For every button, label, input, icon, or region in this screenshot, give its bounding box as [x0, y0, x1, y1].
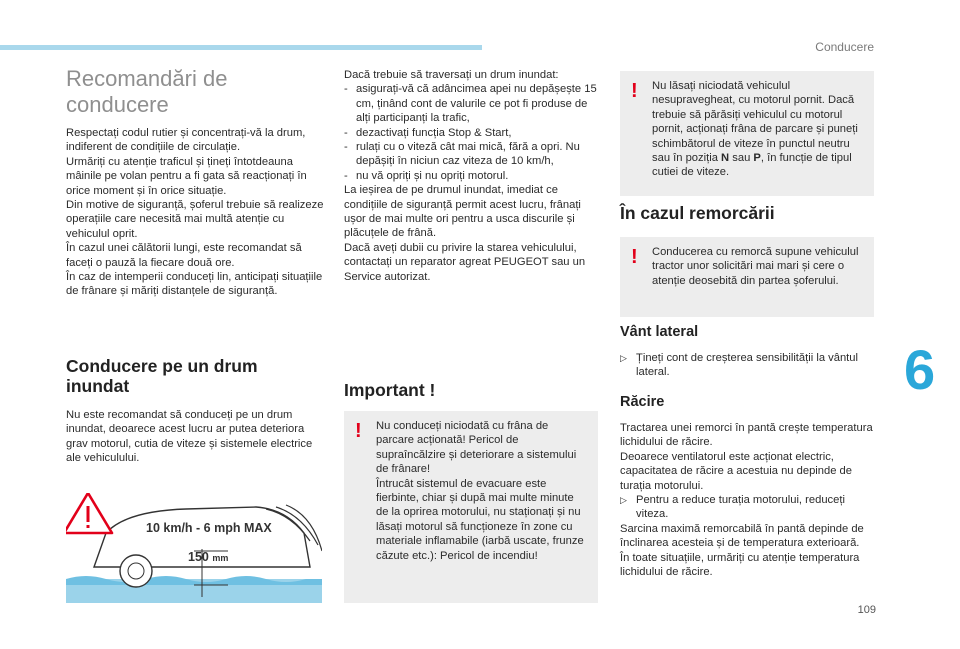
paragraph: La ieșirea de pe drumul inundat, imediat ce condițiile de siguranță permit acest lucru, frânați ușor de mai multe ori pentru a usca discurile și plăcuțele de frână.: [344, 184, 581, 240]
warning-text: Conducerea cu remorcă supune vehiculul tractor unor solicitări mai mari și cere o atenție deosebită din partea șoferului.: [652, 246, 859, 287]
triangle-bullet-icon: ▷: [620, 495, 627, 506]
depth-value: 150: [188, 550, 209, 564]
intro-paragraph: Urmăriți cu atenție traficul și țineți întotdeauna mâinile pe volan pentru a fi gata să reacționați în orice moment și în orice situație.: [66, 155, 307, 197]
exclamation-icon: !: [631, 80, 638, 102]
flood-lead: Dacă trebuie să traversați un drum inundat:: [344, 69, 559, 81]
towing-heading: În cazul remorcării: [620, 203, 775, 223]
intro-paragraph: În cazul unei călătorii lungi, este recomandat să faceți o pauză la fiecare două ore.: [66, 242, 302, 269]
crosswind-section: [620, 323, 874, 380]
important-warning-box: [344, 411, 598, 603]
paragraph: Sarcina maximă remorcabilă în pantă depinde de înclinarea acesteia și de temperatura exterioară.: [620, 522, 864, 550]
list-item: - rulați cu o viteză cât mai mică, fără a opri. Nu depășiți în niciun caz viteza de 10 km/h,: [344, 141, 580, 168]
towing-warning-box: [620, 237, 874, 317]
column-middle: [344, 68, 598, 284]
speed-limit-label: 10 km/h - 6 mph MAX: [146, 521, 272, 535]
exclamation-icon: !: [355, 420, 362, 442]
column-left: [66, 66, 324, 299]
paragraph: Tractarea unei remorci în pantă crește temperatura lichidului de răcire.: [620, 422, 873, 449]
cooling-section: [620, 393, 874, 579]
crosswind-heading: Vânt lateral: [620, 324, 699, 340]
car-in-water-icon: [66, 493, 322, 603]
triangle-bullet-icon: ▷: [620, 353, 627, 363]
list-item: - nu vă opriți și nu opriți motorul.: [344, 169, 509, 182]
list-item: ▷ Pentru a reduce turația motorului, reduceți viteza.: [620, 494, 845, 521]
warning-text: Nu lăsați niciodată vehiculul nesupravegheat, cu motorul pornit. Dacă trebuie să părăsiți vehiculul cu motorul pornit, acționați frâna de parcare și puneți schimbătorul de viteze în punctul neutru sau în poziția N sau P, în funcție de tipul cutiei de viteze.: [652, 80, 858, 179]
paragraph: Dacă aveți dubii cu privire la starea vehiculului, contactați un reparator agreat PEUGEOT sau un Service autorizat.: [344, 241, 586, 283]
exclamation-icon: !: [631, 246, 638, 268]
list-item: - dezactivați funcția Stop & Start,: [344, 126, 512, 139]
warning-text: Nu conduceți niciodată cu frâna de parcare acționată! Pericol de supraîncălzire și deteriorare a sistemului de frânare!: [376, 420, 577, 476]
intro-paragraph: Din motive de siguranță, șoferul trebuie să realizeze operațiile care necesită mai multă atenție cu vehiculul oprit.: [66, 199, 324, 240]
depth-unit: mm: [212, 553, 229, 563]
chapter-number: 6: [904, 338, 936, 401]
flood-paragraph: Nu este recomandat să conduceți pe un drum inundat, deoarece acest lucru ar putea deteriora grav motorul, cutia de viteze și sistemele electrice ale vehiculului.: [66, 409, 313, 465]
unattended-warning-box: [620, 71, 874, 196]
cooling-heading: Răcire: [620, 394, 665, 410]
water-depth-label: [188, 550, 228, 564]
list-item: ▷ Țineți cont de creșterea sensibilității la vântul lateral.: [620, 352, 858, 379]
page-title: Recomandări de conducere: [66, 66, 228, 117]
warning-text: Întrucât sistemul de evacuare este fierbinte, chiar și după mai multe minute de la oprirea motorului, nu staționați și nu lăsați motorul să funcționeze în zone cu materiale inflamabile (iarbă uscate, frunze căzute etc.): Pericol de incendiu!: [376, 477, 584, 562]
paragraph: În toate situațiile, urmăriți cu atenție temperatura lichidului de răcire.: [620, 551, 860, 579]
flooded-road-illustration: [66, 493, 322, 603]
list-item: - asigurați-vă că adâncimea apei nu depășește 15 cm, ținând cont de valurile ce pot fi produse de alți participanți la trafic,: [344, 83, 597, 125]
intro-paragraph: În caz de intemperii conduceți lin, anticipați situațiile de frânare și măriți distanțele de siguranță.: [66, 271, 323, 298]
important-heading: Important !: [344, 380, 436, 400]
section-name: Conducere: [815, 40, 874, 54]
flood-section: [66, 356, 324, 466]
intro-paragraph: Respectați codul rutier și concentrați-vă la drum, indiferent de condițiile de circulație.: [66, 127, 306, 154]
header-accent-bar: [0, 45, 482, 50]
page-number: 109: [857, 604, 876, 616]
paragraph: Deoarece ventilatorul este acționat electric, capacitatea de răcire a acestuia nu depinde de turația motorului.: [620, 450, 852, 492]
flood-heading: Conducere pe un drum inundat: [66, 356, 258, 396]
